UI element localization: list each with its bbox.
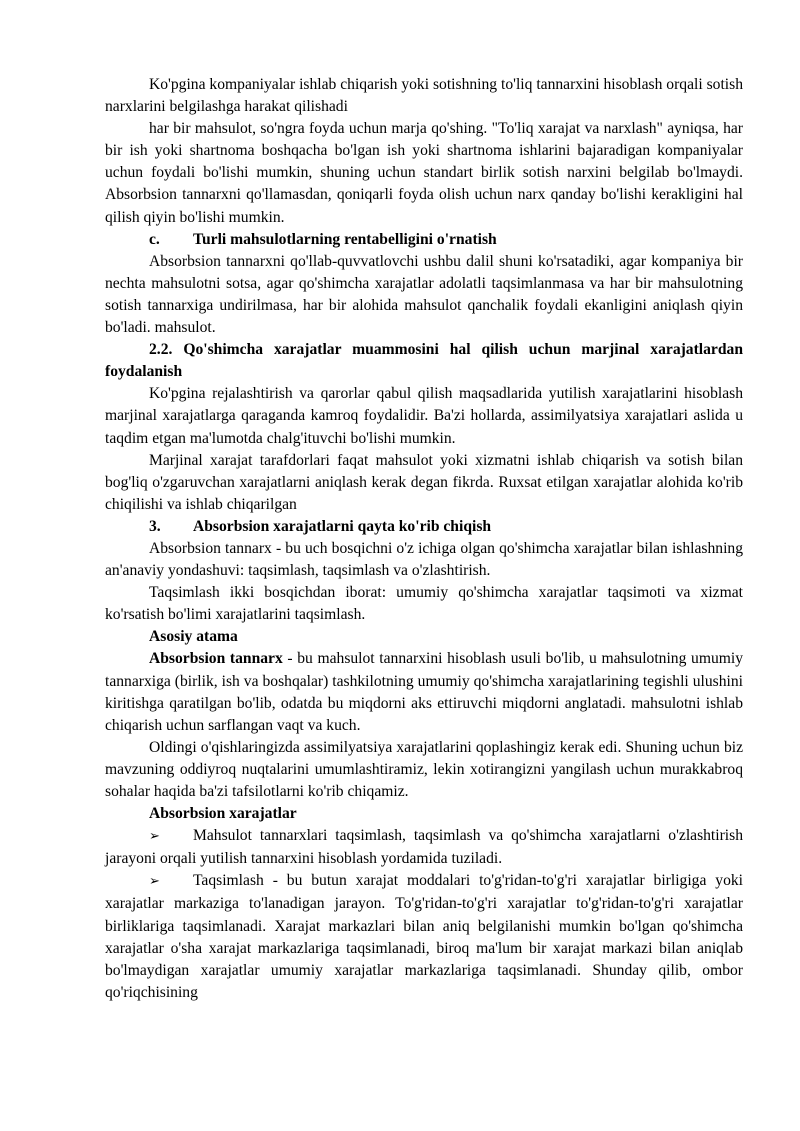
key-term-definition: - bu mahsulot tannarxini hisoblash usuli bo'lib, u mahsulotning umumiy tannarxiga (birlik, ish va boshqalar) tashkilotning umumiy qo'shimcha xarajatlarining tegishli ulushini kiritishga qaratilgan bo'lib, odatda bu miqdorni aks ettiruvchi miqdorni anglatadi. mahsulotni ishlab chiqarish uchun sarflangan vaqt va kuch.	[105, 650, 744, 734]
section-heading-2-2: 2.2. Qo'shimcha xarajatlar muammosini hal qilish uchun marjinal xarajatlardan foydalanish	[105, 341, 743, 381]
paragraph-full-cost: har bir mahsulot, so'ngra foyda uchun marja qo'shing. "To'liq xarajat va narxlash" ayniqsa, har bir ish yoki shartnoma boshqacha bo'lgan ish yoki shartnoma ishlarini bajaradigan kompaniyalar uchun foydali bo'lishi mumkin, shuning uchun standart birlik sotish narxini belgilab bo'lmaydi. Absorbsion tannarxni qo'llamasdan, qoniqarli foyda olish uchun narx qanday bo'lishi kerakligini hal qilish qiyin bo'lishi mumkin.	[105, 120, 743, 226]
paragraph-allocation: Taqsimlash ikki bosqichdan iborat: umumiy qo'shimcha xarajatlar taqsimoti va xizmat ko'rsatish bo'limi xarajatlarini taqsimlash.	[105, 584, 743, 624]
arrow-bullet-icon: ➢	[149, 829, 160, 845]
paragraph-intro: Ko'pgina kompaniyalar ishlab chiqarish yoki sotishning to'liq tannarxini hisoblash orqali sotish narxlarini belgilashga harakat qilishadi	[105, 76, 743, 116]
key-term: Absorbsion tannarx	[149, 650, 283, 668]
bullet-text: Taqsimlash - bu butun xarajat moddalari to'g'ridan-to'g'ri xarajatlar birligiga yoki xarajatlar markaziga to'lanadigan jarayon. To'g'ridan-to'g'ri xarajatlar to'g'ridan-to'g'ri xarajatlar birliklariga taqsimlanadi. Xarajat markazlari bilan aniq belgilanishi mumkin bo'lgan qo'shimcha xarajatlar o'sha xarajat markazlariga taqsimlanadi, biroq ma'lum bir xarajat markazi bilan aniqlab bo'lmaydigan xarajatlar umumiy xarajatlar markazlariga taqsimlanadi. Shunday qilib, ombor qo'riqchisining	[105, 872, 743, 1001]
paragraph-key-term	[105, 648, 743, 736]
absorption-costs-heading: Absorbsion xarajatlar	[149, 805, 297, 823]
paragraph-previous-studies: Oldingi o'qishlaringizda assimilyatsiya xarajatlarini qoplashingiz kerak edi. Shuning uchun biz mavzuning oddiyroq nuqtalarini umumlashtiramiz, lekin xotirangizni yangilash uchun murakkabroq sohalar haqida ba'zi tafsilotlarni ko'rib chiqamiz.	[105, 738, 743, 800]
section-number: c.	[149, 230, 160, 248]
section-number: 3.	[149, 517, 161, 535]
section-heading-3	[105, 516, 743, 538]
key-term-heading: Asosiy atama	[149, 628, 238, 646]
bullet-item	[105, 870, 743, 1004]
bullet-item	[105, 825, 743, 870]
paragraph-profitability: Absorbsion tannarxni qo'llab-quvvatlovchi ushbu dalil shuni ko'rsatadiki, agar kompaniya bir nechta mahsulotni sotsa, agar qo'shimcha xarajatlar adolatli taqsimlanmasa va har bir mahsulotning sotish tannarxiga undirilmasa, har bir alohida mahsulot qanchalik foydali ekanligini aniqlash qiyin bo'ladi. mahsulot.	[105, 252, 743, 337]
paragraph-marginal: Marjinal xarajat tarafdorlari faqat mahsulot yoki xizmatni ishlab chiqarish va sotish bilan bog'liq o'zgaruvchan xarajatlarni aniqlash kerak degan fikrda. Ruxsat etilgan xarajatlar alohida ko'rib chiqilishi va ishlab chiqarilgan	[105, 451, 743, 513]
bullet-text: Mahsulot tannarxlari taqsimlash, taqsimlash va qo'shimcha xarajatlarni o'zlashtirish jarayoni orqali yutilish tannarxini hisoblash yordamida tuziladi.	[105, 827, 743, 868]
document-page	[105, 74, 743, 1004]
paragraph-absorption-approach: Absorbsion tannarx - bu uch bosqichni o'z ichiga olgan qo'shimcha xarajatlar bilan ishlashning an'anaviy yondashuvi: taqsimlash, taqsimlash va o'zlashtirish.	[105, 539, 743, 580]
paragraph-planning: Ko'pgina rejalashtirish va qarorlar qabul qilish maqsadlarida yutilish xarajatlarini hisoblash marjinal xarajatlarga qaraganda kamroq foydalidir. Ba'zi hollarda, assimilyatsiya xarajatlari aslida u taqdim etgan ma'lumotda chalg'ituvchi bo'lishi mumkin.	[105, 385, 743, 447]
section-title: Absorbsion xarajatlarni qayta ko'rib chiqish	[193, 517, 492, 535]
arrow-bullet-icon: ➢	[149, 874, 160, 890]
section-title: Turli mahsulotlarning rentabelligini o'rnatish	[193, 230, 497, 248]
section-heading-c	[105, 229, 743, 251]
